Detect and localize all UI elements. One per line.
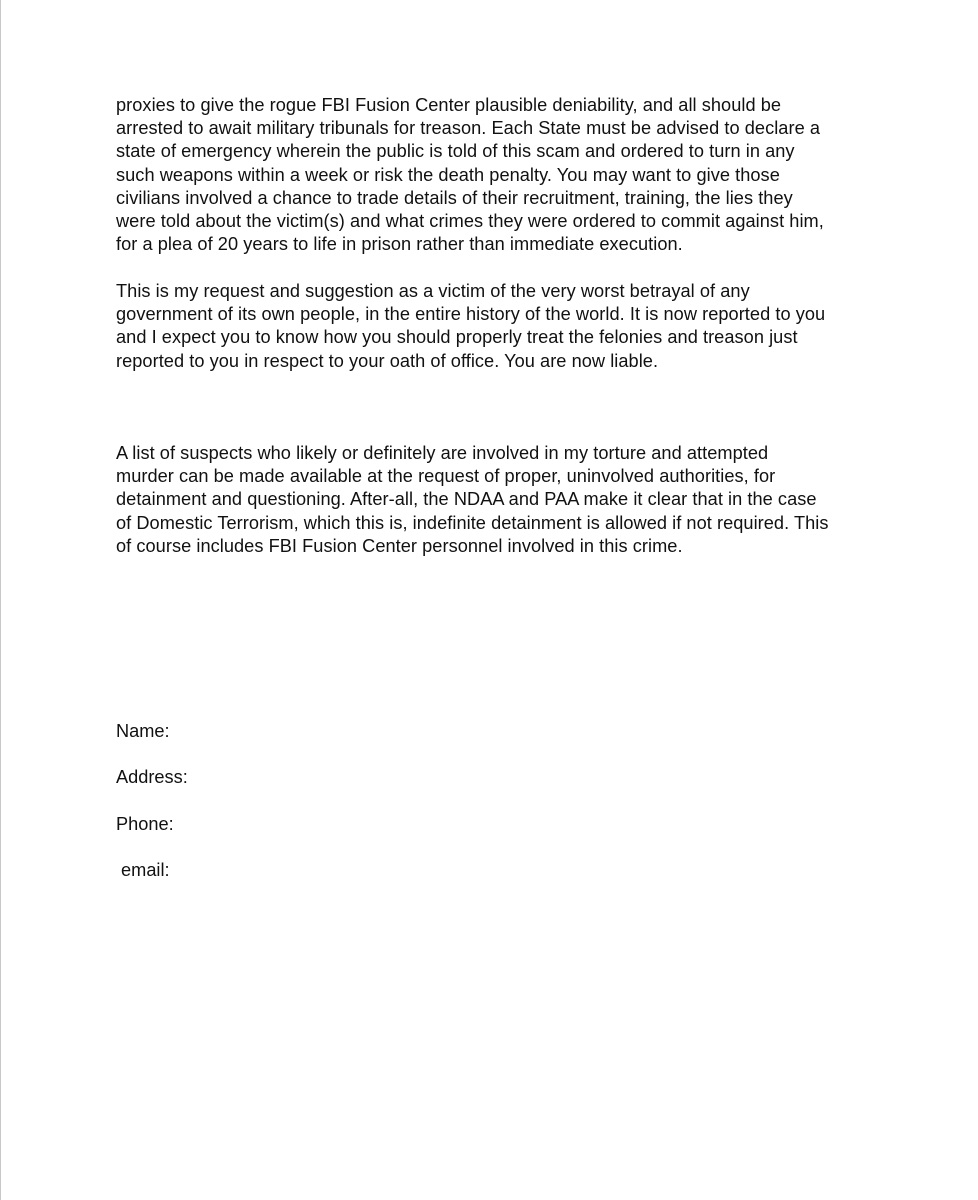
paragraph-request: This is my request and suggestion as a victim of the very worst betrayal of any government of its own people, in the entire history of the world. It is now reported to you and I expect you to know how you should properly treat the felonies and treason just reported to you in respect to your oath of office. You are now liable. — [116, 281, 826, 371]
paragraph-proxies: proxies to give the rogue FBI Fusion Center plausible deniability, and all should be arrested to await military tribunals for treason. Each State must be advised to declare a state of emergency wherein the public is told of this scam and ordered to turn in any such weapons within a week or risk the death penalty. You may want to give those civilians involved a chance to trade details of their recruitment, training, the lies they were told about the victim(s) and what crimes they were ordered to commit against him, for a plea of 20 years to life in prison rather than immediate execution. — [116, 95, 824, 255]
paragraph-suspects: A list of suspects who likely or definitely are involved in my torture and attempted murder can be made available at the request of proper, uninvolved authorities, for detainment and questioning. After-all, the NDAA and PAA make it clear that in the case of Domestic Terrorism, which this is, indefinite detainment is allowed if not required. This of course includes FBI Fusion Center personnel involved in this crime. — [116, 443, 829, 556]
phone-label: Phone: — [116, 814, 174, 834]
address-label: Address: — [116, 767, 188, 787]
email-label: email: — [116, 860, 170, 880]
name-label: Name: — [116, 721, 170, 741]
